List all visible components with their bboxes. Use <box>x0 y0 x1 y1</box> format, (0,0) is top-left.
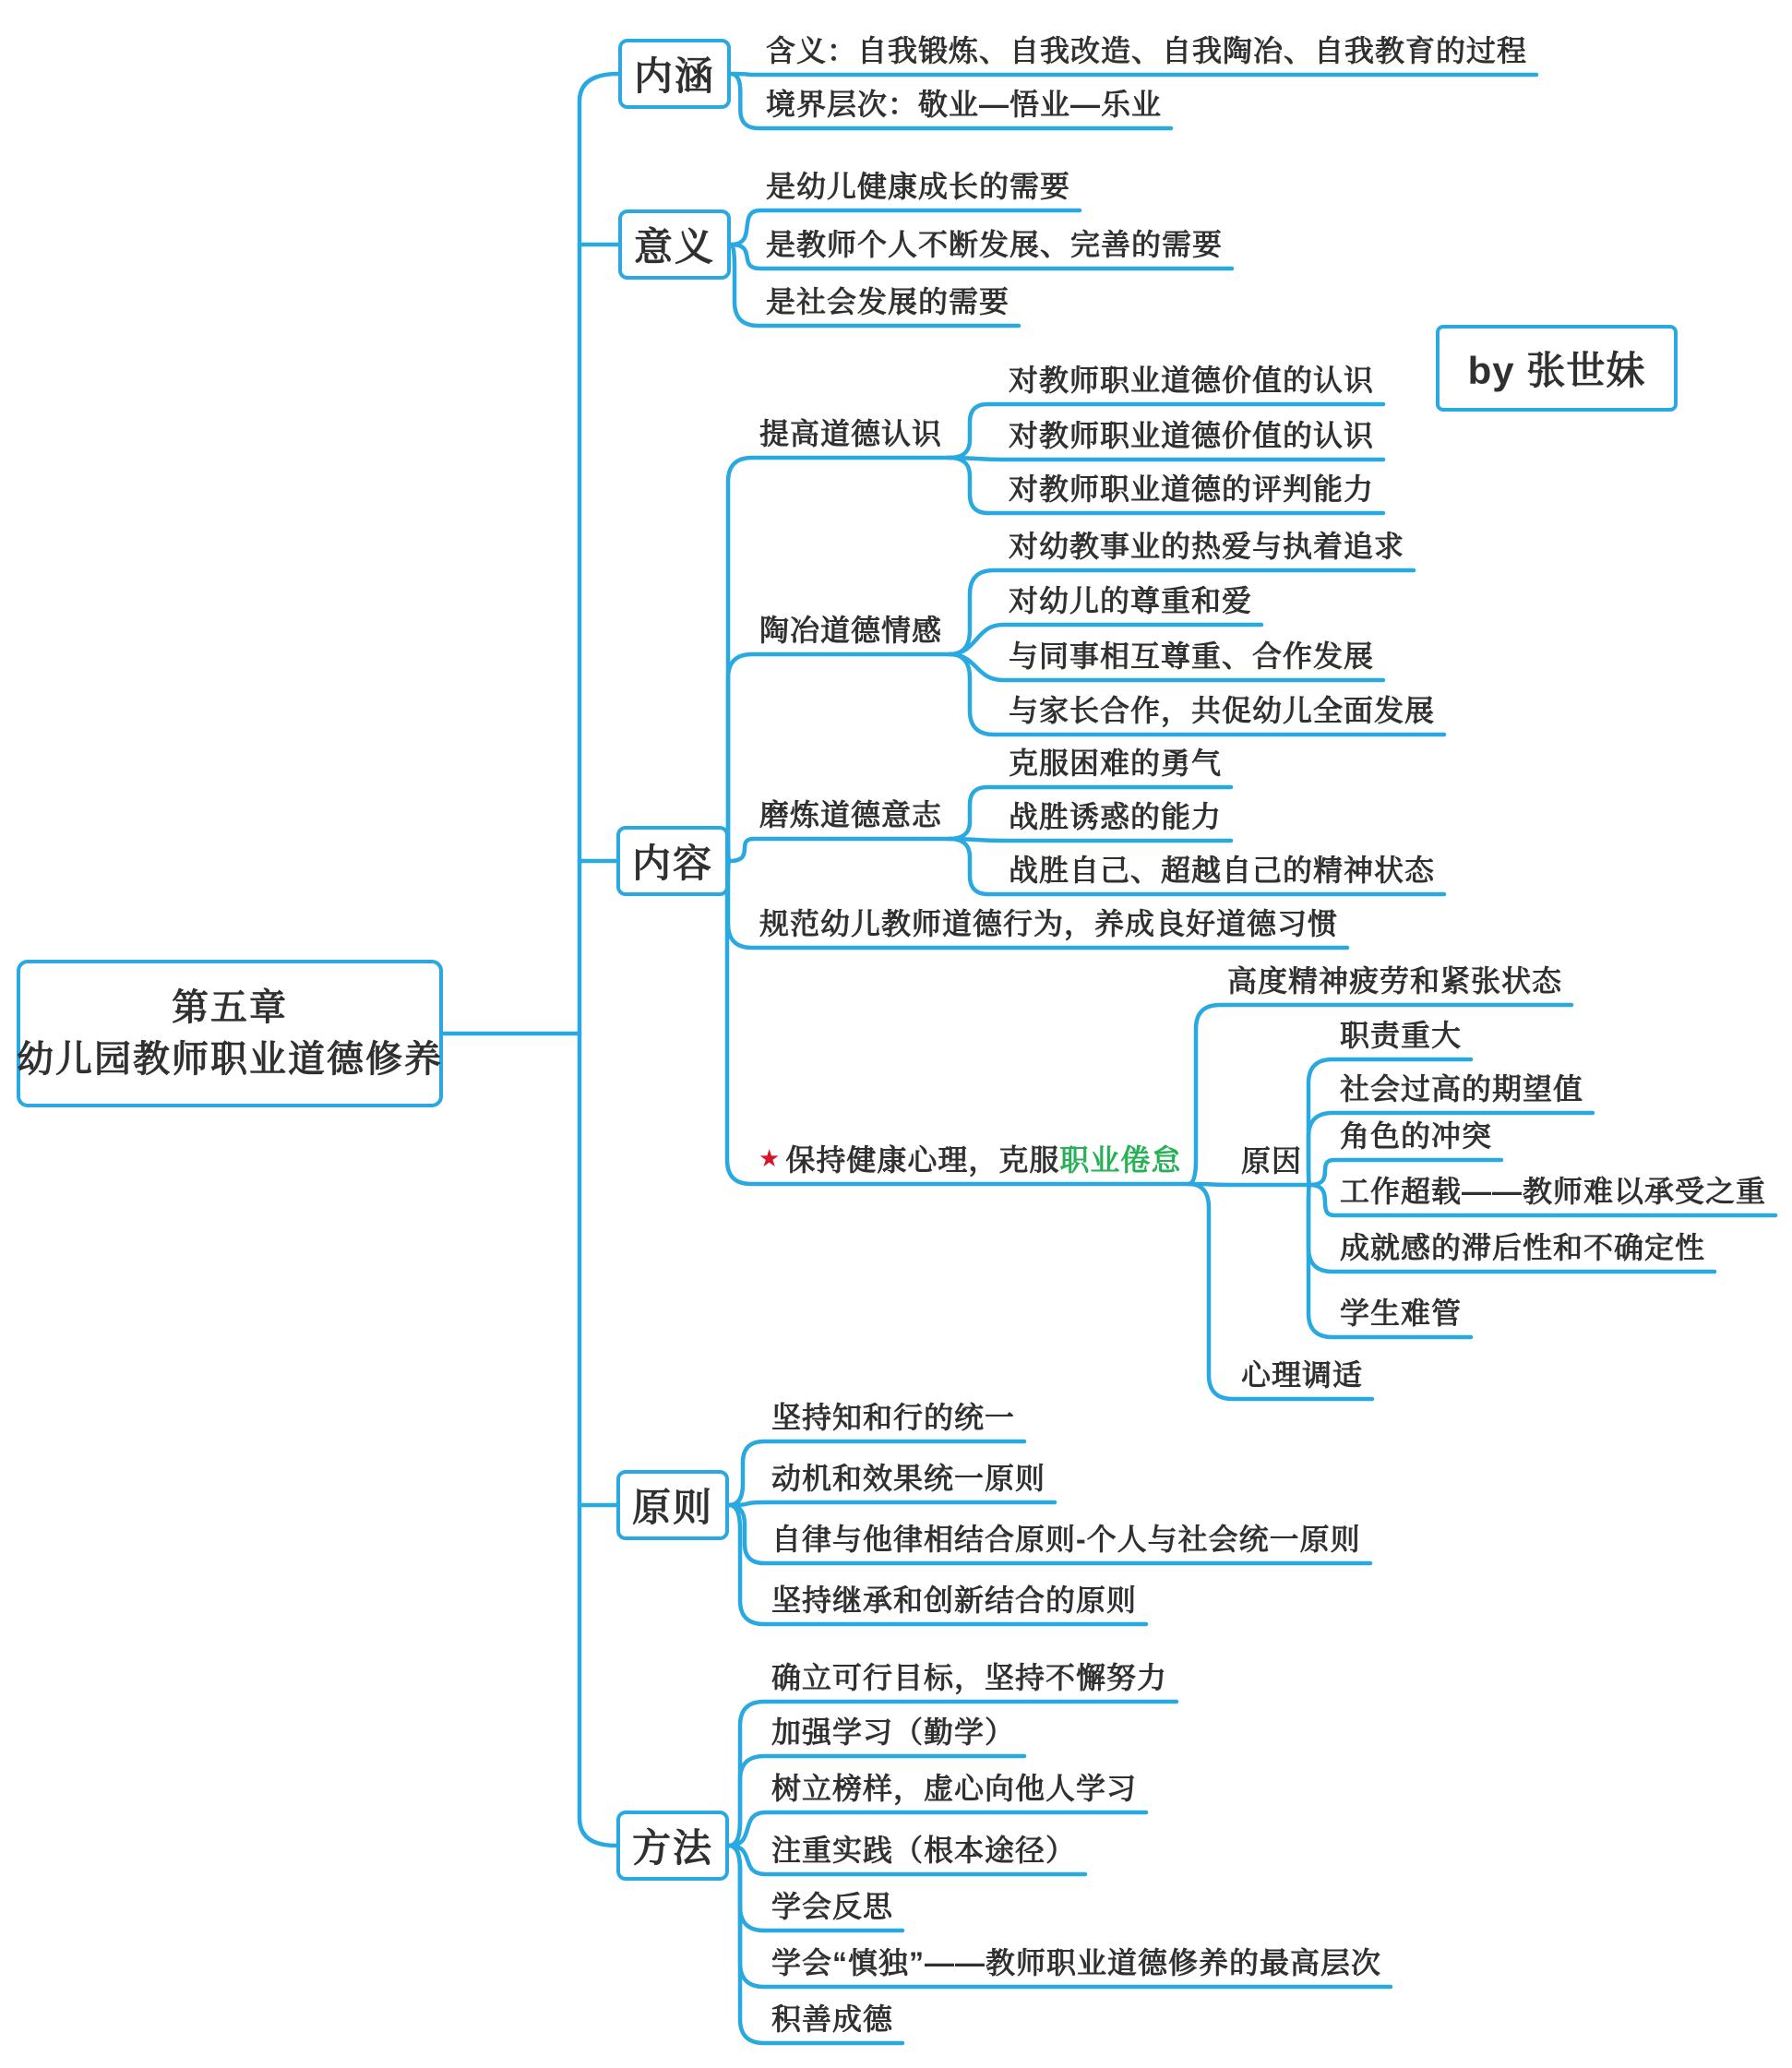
subtopic-b3c2c2: 对幼儿的尊重和爱 <box>1009 584 1253 617</box>
label-text: 保持健康心理，克服 <box>785 1143 1060 1177</box>
star-icon: ★ <box>759 1144 781 1172</box>
branch-topic-significance-text: 意义 <box>633 225 715 269</box>
connector <box>729 1502 1055 1505</box>
subtopic-b2c3: 是社会发展的需要 <box>766 285 1010 318</box>
subtopic-b5c7: 积善成德 <box>771 2002 894 2036</box>
subtopic-r2: 社会过高的期望值 <box>1340 1072 1584 1106</box>
subtopic-b5c5: 学会反思 <box>771 1890 894 1923</box>
branch-topic-principles-text: 原则 <box>631 1486 713 1529</box>
subtopic-b5c2: 加强学习（勤学） <box>771 1715 1016 1749</box>
subtopic-b3c3c1: 克服困难的勇气 <box>1009 747 1223 780</box>
connector <box>950 839 1231 841</box>
subtopic-b5c3: 树立榜样，虚心向他人学习 <box>771 1772 1138 1805</box>
subtopic-b5c6: 学会“慎独”——教师职业道德修养的最高层次 <box>771 1946 1382 1979</box>
connector <box>579 74 618 1846</box>
subtopic-b3c2c3: 与同事相互尊重、合作发展 <box>1009 640 1375 673</box>
subtopic-b1c2: 境界层次：敬业—悟业—乐业 <box>766 88 1163 121</box>
subtopic-b3c2c4: 与家长合作，共促幼儿全面发展 <box>1009 694 1436 727</box>
branch-topic-methods-text: 方法 <box>631 1826 713 1870</box>
subtopic-b3c5c1: 高度精神疲劳和紧张状态 <box>1227 964 1563 998</box>
branch-topic-content-text: 内容 <box>631 842 713 885</box>
branch-topic-principles <box>616 1470 729 1540</box>
subtopic-b3c3c2: 战胜诱惑的能力 <box>1009 800 1223 833</box>
subtopic-b4c2: 动机和效果统一原则 <box>771 1462 1046 1495</box>
subtopic-b3c5 <box>759 1139 1181 1183</box>
subtopic-r3: 角色的冲突 <box>1340 1119 1493 1153</box>
subtopic-b4c1: 坚持知和行的统一 <box>771 1401 1016 1434</box>
subtopic-b4c4: 坚持继承和创新结合的原则 <box>771 1584 1138 1617</box>
subtopic-b5c1: 确立可行目标，坚持不懈努力 <box>771 1661 1168 1694</box>
branch-topic-methods <box>616 1811 729 1881</box>
connector <box>1189 1184 1311 1185</box>
branch-topic-content <box>616 826 729 896</box>
connector <box>950 458 1383 460</box>
subtopic-b2c1: 是幼儿健康成长的需要 <box>766 170 1071 203</box>
subtopic-b3c3: 磨炼道德意志 <box>759 798 943 831</box>
subtopic-b3c4: 规范幼儿教师道德行为，养成良好道德习惯 <box>759 907 1339 940</box>
author-badge-text: by 张世妹 <box>1467 349 1646 392</box>
subtopic-b3c1c3: 对教师职业道德的评判能力 <box>1009 472 1375 506</box>
subtopic-b3c5c2: 原因 <box>1241 1144 1303 1177</box>
subtopic-b3c3c3: 战胜自己、超越自己的精神状态 <box>1009 854 1436 887</box>
subtopic-b3c1c1: 对教师职业道德价值的认识 <box>1009 364 1375 397</box>
branch-topic-connotation <box>618 39 731 109</box>
branch-topic-significance <box>618 209 731 280</box>
subtopic-b3c2c1: 对幼教事业的热爱与执着追求 <box>1009 530 1405 563</box>
branch-topic-connotation-text: 内涵 <box>633 54 715 98</box>
subtopic-b5c4: 注重实践（根本途径） <box>771 1834 1077 1867</box>
subtopic-r4: 工作超载——教师难以承受之重 <box>1340 1175 1767 1208</box>
subtopic-b2c2: 是教师个人不断发展、完善的需要 <box>766 228 1224 261</box>
root-topic-text: 第五章 <box>172 987 288 1028</box>
subtopic-b3c2: 陶冶道德情感 <box>759 614 943 647</box>
connector <box>729 839 951 861</box>
root-topic <box>17 960 443 1107</box>
subtopic-r5: 成就感的滞后性和不确定性 <box>1340 1231 1706 1264</box>
subtopic-b1c1: 含义：自我锻炼、自我改造、自我陶冶、自我教育的过程 <box>766 34 1528 67</box>
burnout-highlight: 职业倦怠 <box>1059 1143 1182 1177</box>
author-badge <box>1436 325 1678 412</box>
subtopic-b4c3: 自律与他律相结合原则-个人与社会统一原则 <box>771 1523 1361 1556</box>
subtopic-b3c1c2: 对教师职业道德价值的认识 <box>1009 419 1375 452</box>
subtopic-r6: 学生难管 <box>1340 1297 1463 1330</box>
root-topic-text: 幼儿园教师职业道德修养 <box>17 1039 443 1080</box>
subtopic-b3c1: 提高道德认识 <box>759 417 943 450</box>
subtopic-r1: 职责重大 <box>1340 1019 1463 1052</box>
connector <box>731 74 1536 75</box>
subtopic-b3c5c3: 心理调适 <box>1241 1358 1364 1392</box>
